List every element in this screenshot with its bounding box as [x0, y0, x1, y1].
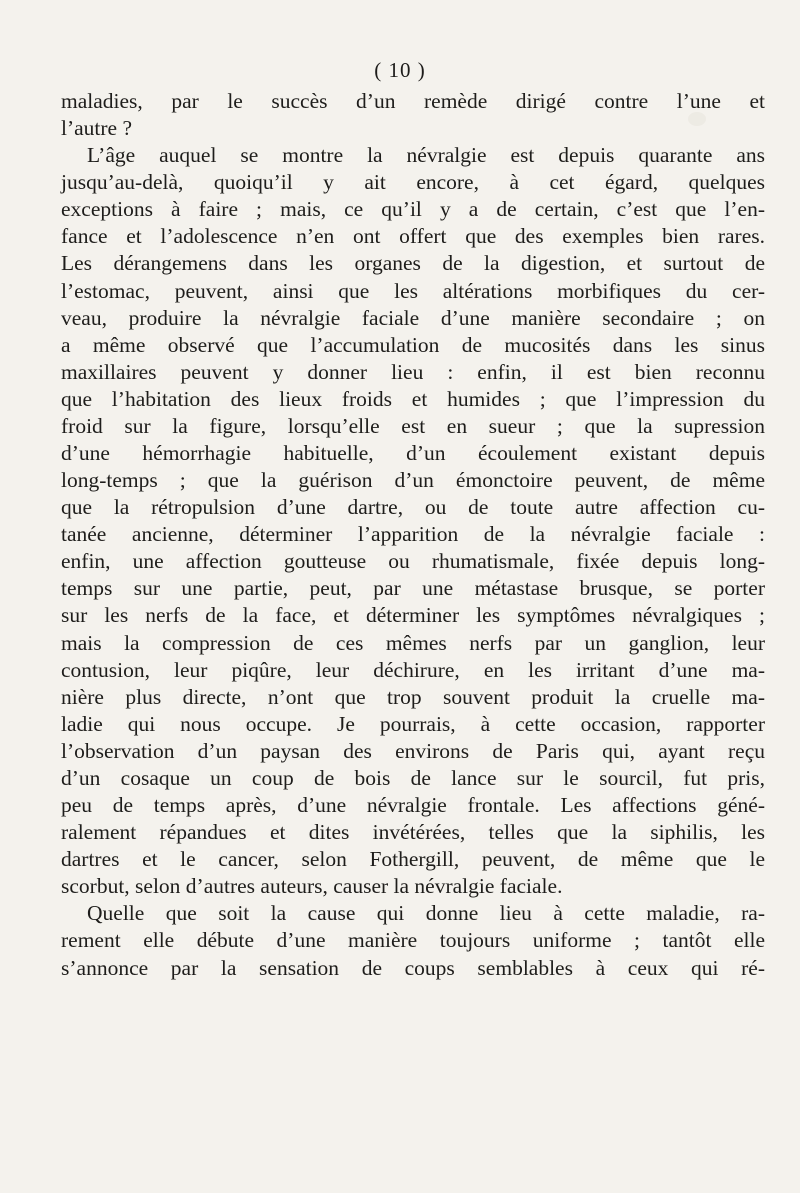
- text-line: l’autre ?: [61, 116, 133, 141]
- text-line: maladies, par le succès d’un remède dirigé contre l’une et: [61, 89, 765, 113]
- text-line: exceptions à faire ; mais, ce qu’il y a de certain, c’est que l’en-: [61, 197, 765, 222]
- text-line: veau, produire la névralgie faciale d’une manière secondaire ; on: [61, 305, 765, 330]
- text-line: que la rétropulsion d’une dartre, ou de toute autre affection cu-: [61, 495, 765, 520]
- text-line: L’âge auquel se montre la névralgie est depuis quarante ans: [87, 143, 765, 168]
- text-line: froid sur la figure, lorsqu’elle est en sueur ; que la supression: [61, 413, 765, 438]
- page-number-header: ( 10 ): [374, 58, 426, 82]
- text-line: d’un cosaque un coup de bois de lance sur le sourcil, fut pris,: [61, 765, 765, 790]
- text-line: scorbut, selon d’autres auteurs, causer la névralgie faciale.: [61, 874, 563, 899]
- text-line: d’une hémorrhagie habituelle, d’un écoulement existant depuis: [61, 441, 765, 466]
- text-line: tanée ancienne, déterminer l’apparition de la névralgie faciale :: [61, 522, 765, 547]
- text-line: Quelle que soit la cause qui donne lieu à cette maladie, ra-: [87, 901, 765, 926]
- text-line: jusqu’au-delà, quoiqu’il y ait encore, à cet égard, quelques: [61, 170, 765, 195]
- text-line: temps sur une partie, peut, par une métastase brusque, se porter: [61, 576, 765, 601]
- text-line: l’observation d’un paysan des environs de Paris qui, ayant reçu: [61, 738, 765, 763]
- text-line: contusion, leur piqûre, leur déchirure, en les irritant d’une ma-: [61, 657, 765, 682]
- text-line: ladie qui nous occupe. Je pourrais, à cette occasion, rapporter: [61, 711, 765, 736]
- text-line: mais la compression de ces mêmes nerfs par un ganglion, leur: [61, 630, 765, 655]
- text-line: sur les nerfs de la face, et déterminer les symptômes névralgiques ;: [61, 603, 765, 628]
- text-line: nière plus directe, n’ont que trop souvent produit la cruelle ma-: [61, 684, 765, 709]
- text-line: maxillaires peuvent y donner lieu : enfin, il est bien reconnu: [61, 359, 765, 384]
- text-line: ralement répandues et dites invétérées, telles que la siphilis, les: [61, 820, 765, 845]
- text-line: rement elle débute d’une manière toujours uniforme ; tantôt elle: [61, 928, 765, 953]
- text-line: que l’habitation des lieux froids et humides ; que l’impression du: [61, 386, 765, 411]
- text-line: s’annonce par la sensation de coups semblables à ceux qui ré-: [61, 955, 765, 980]
- text-line: peu de temps après, d’une névralgie frontale. Les affections géné-: [61, 793, 765, 818]
- body-text: [61, 88, 765, 982]
- text-line: long-temps ; que la guérison d’un émonctoire peuvent, de même: [61, 468, 765, 493]
- text-line: a même observé que l’accumulation de mucosités dans les sinus: [61, 332, 765, 357]
- text-line: l’estomac, peuvent, ainsi que les altérations morbifiques du cer-: [61, 278, 765, 303]
- text-line: Les dérangemens dans les organes de la digestion, et surtout de: [61, 251, 765, 276]
- text-line: enfin, une affection goutteuse ou rhumatismale, fixée depuis long-: [61, 549, 765, 574]
- text-line: dartres et le cancer, selon Fothergill, peuvent, de même que le: [61, 847, 765, 872]
- text-line: fance et l’adolescence n’en ont offert que des exemples bien rares.: [61, 224, 765, 249]
